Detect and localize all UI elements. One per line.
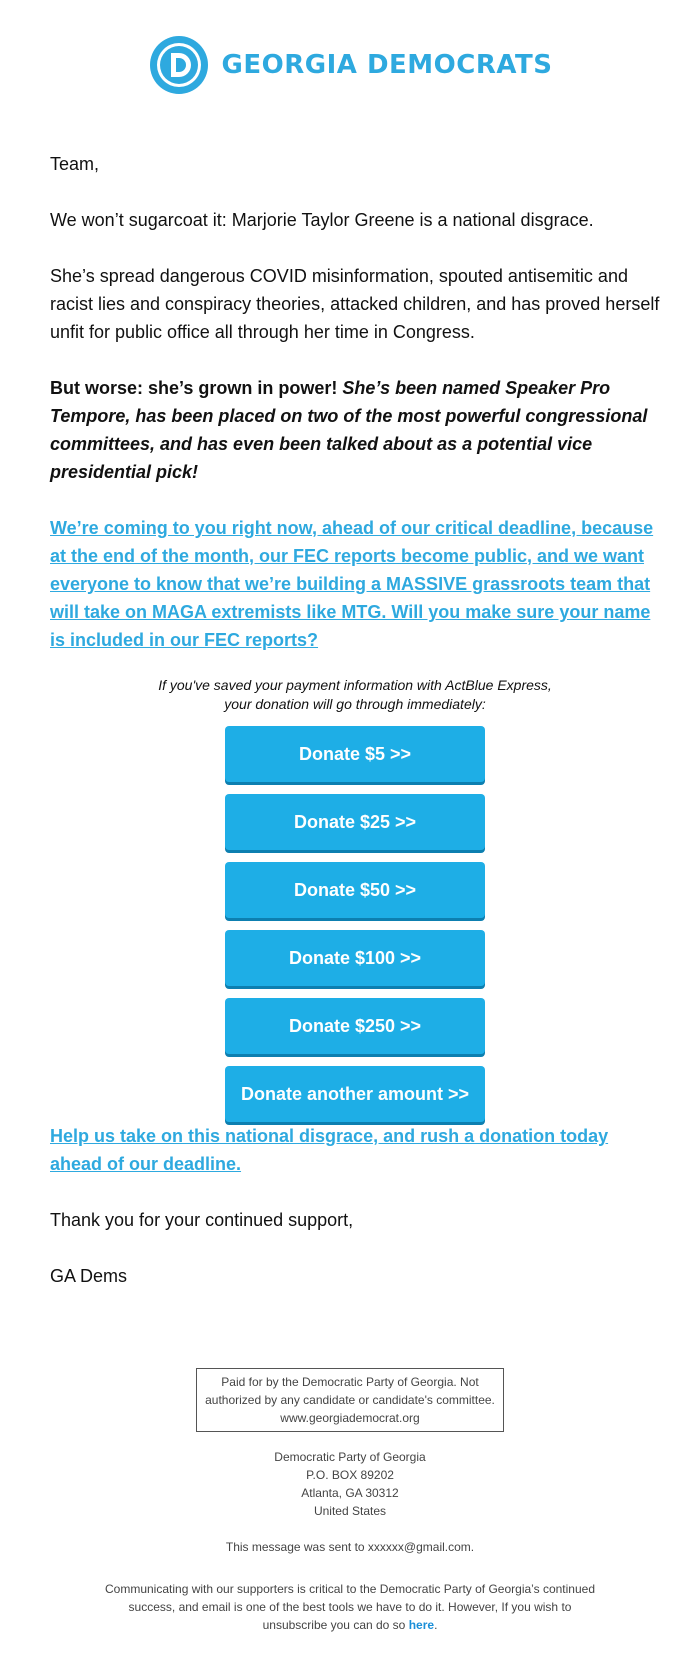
address-line-2: Atlanta, GA 30312 — [301, 1486, 399, 1500]
unsubscribe-notice — [100, 1580, 600, 1634]
democrat-d-icon — [148, 34, 210, 96]
closing: Thank you for your continued support, — [50, 1210, 354, 1230]
donate-100-button[interactable]: Donate $100 >> — [225, 930, 485, 986]
fec-link-paragraph[interactable]: We’re coming to you right now, ahead of our critical deadline, because at the end of the month, our FEC reports become public, and we want everyone to know that we’re building a MASSIVE grassroots team that will take on MAGA extremists like MTG. Will you make sure your name is included in our FEC reports? — [50, 518, 654, 650]
donate-50-button[interactable]: Donate $50 >> — [225, 862, 485, 918]
logo-text: GEORGIA DEMOCRATS — [221, 50, 553, 80]
footer — [0, 1368, 700, 1634]
donate-5-button[interactable]: Donate $5 >> — [225, 726, 485, 782]
address-country: United States — [313, 1504, 387, 1518]
paragraph-1: We won’t sugarcoat it: Marjorie Taylor Greene is a national disgrace. — [50, 210, 594, 230]
unsubscribe-text: Communicating with our supporters is critical to the Democratic Party of Georgia’s continued success, and email is one of the best tools we have to do it. However, If you wish to unsubscribe you can do so — [105, 1582, 595, 1632]
logo — [0, 34, 700, 96]
donation-cta-link[interactable]: Help us take on this national disgrace, and rush a donation today ahead of our deadline. — [50, 1126, 609, 1174]
actblue-express-notice — [50, 676, 660, 714]
mailing-address — [0, 1448, 700, 1520]
sent-to-notice: This message was sent to xxxxxx@gmail.com. — [225, 1540, 475, 1554]
paragraph-3 — [50, 374, 660, 486]
donate-25-button[interactable]: Donate $25 >> — [225, 794, 485, 850]
donate-other-amount-button[interactable]: Donate another amount >> — [225, 1066, 485, 1122]
signature: GA Dems — [50, 1266, 128, 1286]
disclaimer-website: www.georgiademocrat.org — [280, 1411, 420, 1425]
notice-line-1: If you've saved your payment information with ActBlue Express, — [158, 677, 552, 693]
email-body — [50, 150, 660, 1318]
greeting: Team, — [50, 154, 100, 174]
donate-250-button[interactable]: Donate $250 >> — [225, 998, 485, 1054]
unsubscribe-period: . — [434, 1618, 438, 1632]
disclaimer-line-1: Paid for by the Democratic Party of Georgia. Not — [221, 1375, 479, 1389]
paragraph-3-bold-italic: She’s been named Speaker Pro Tempore, has been placed on two of the most powerful congressional committees, and has even been talked about as a potential vice presidential pick! — [50, 378, 648, 482]
address-name: Democratic Party of Georgia — [274, 1450, 426, 1464]
unsubscribe-link[interactable]: here — [408, 1618, 435, 1632]
paid-for-disclaimer — [196, 1368, 504, 1432]
notice-line-2: your donation will go through immediately: — [224, 696, 486, 712]
paragraph-3-bold: But worse: she’s grown in power! — [50, 378, 338, 398]
address-line-1: P.O. BOX 89202 — [306, 1468, 394, 1482]
paragraph-2: She’s spread dangerous COVID misinformation, spouted antisemitic and racist lies and conspiracy theories, attacked children, and has proved herself unfit for public office all through her time in Congress. — [50, 266, 660, 342]
disclaimer-line-2: authorized by any candidate or candidate's committee. — [205, 1393, 495, 1407]
